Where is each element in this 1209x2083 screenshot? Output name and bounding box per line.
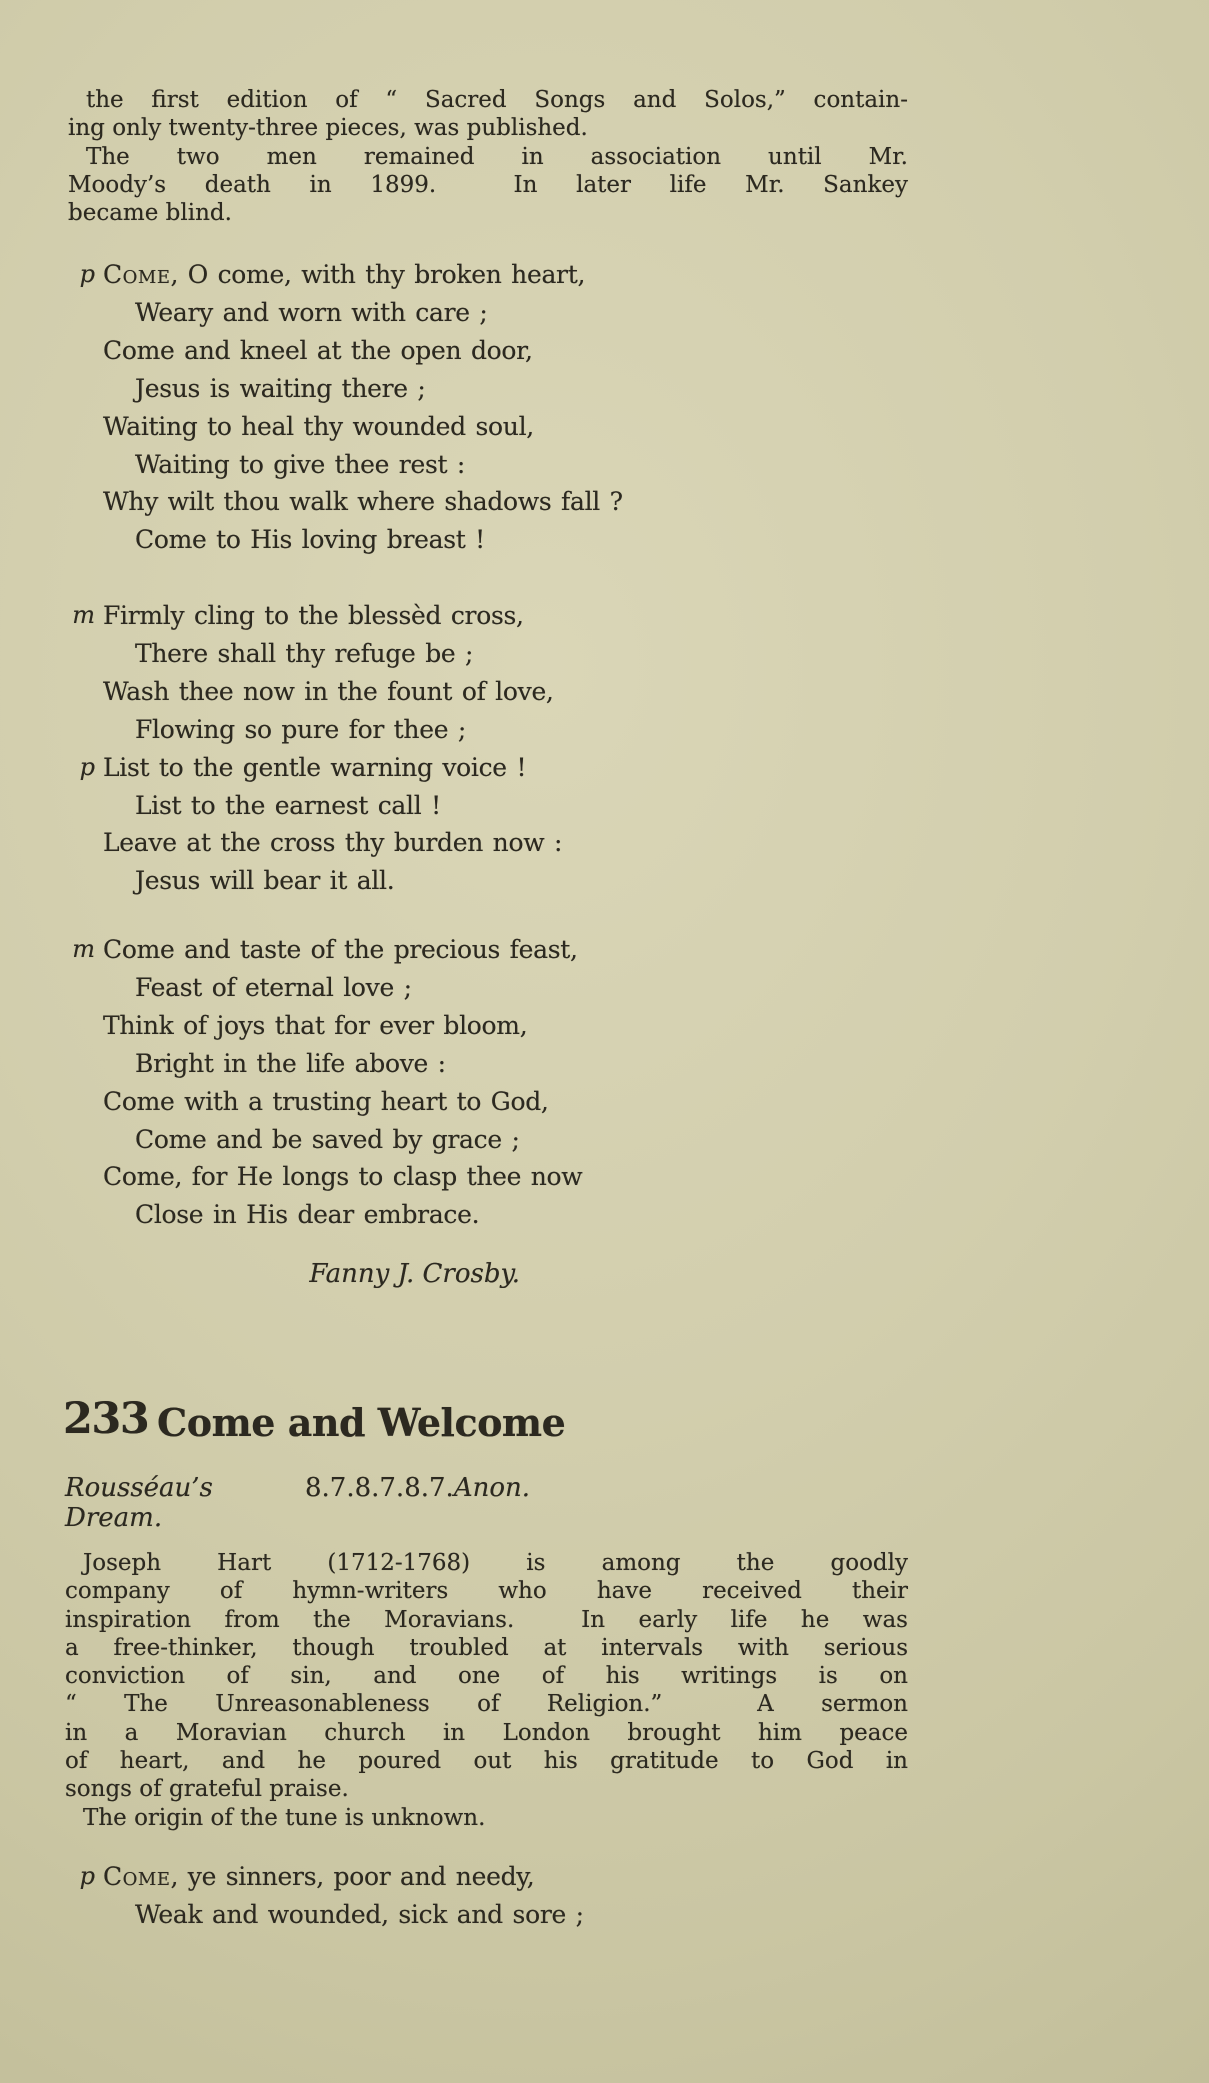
verse-line	[135, 294, 623, 332]
verse-line	[135, 1121, 582, 1159]
verse-line-text: Come, for He longs to clasp thee now	[103, 1162, 583, 1192]
verse-line-text: Wash thee now in the fount of love,	[103, 676, 554, 706]
hymn-stanza-1	[79, 256, 623, 559]
author-name: Anon.	[453, 1473, 530, 1503]
commentary-paragraph	[65, 1549, 908, 1832]
verse-line-text: List to the gentle warning voice !	[103, 752, 527, 782]
verse-line	[135, 787, 562, 825]
text-line: The two men remained in association until Mr.	[86, 143, 908, 170]
expression-marker: m	[72, 935, 95, 963]
expression-marker: p	[79, 260, 95, 288]
verse-line	[103, 1007, 582, 1045]
verse-line	[103, 332, 623, 370]
verse-line-text: There shall thy refuge be ;	[135, 638, 474, 668]
text-line: in a Moravian church in London brought him peace	[65, 1719, 908, 1746]
text-line: a free-thinker, though troubled at intervals with serious	[65, 1634, 908, 1661]
verse-line-text: Come and kneel at the open door,	[103, 335, 533, 365]
hymn-attribution: Fanny J. Crosby.	[309, 1259, 520, 1289]
verse-line-text: Come and taste of the precious feast,	[103, 935, 578, 964]
text-line: ing only twenty-three pieces, was published.	[68, 115, 588, 142]
text-line: songs of grateful praise.	[65, 1776, 349, 1803]
verse-line	[135, 969, 582, 1007]
text-line: the first edition of “ Sacred Songs and Solos,” contain-	[86, 87, 908, 113]
verse-line-text: Weak and wounded, sick and sore ;	[135, 1899, 584, 1929]
small-caps-word: Come	[103, 1862, 171, 1891]
verse-line	[135, 711, 562, 749]
verse-line-text: , O come, with thy broken heart,	[170, 260, 586, 289]
text-line: “ The Unreasonableness of Religion.” A sermon	[65, 1691, 908, 1718]
verse-line	[103, 1158, 582, 1196]
text-line: company of hymn-writers who have received their	[65, 1578, 908, 1605]
verse-line-text: Jesus will bear it all.	[135, 866, 395, 896]
verse-line-text: Bright in the life above :	[135, 1048, 446, 1078]
text-line: became blind.	[68, 200, 232, 227]
text-line: The origin of the tune is unknown.	[83, 1804, 486, 1831]
verse-line-text: Firmly cling to the blessèd cross,	[103, 601, 524, 630]
verse-line-text: , ye sinners, poor and needy,	[170, 1862, 535, 1891]
hymn-stanza-2	[72, 597, 563, 900]
verse-line	[79, 1858, 584, 1896]
tune-name: Rousséau’s Dream.	[65, 1473, 213, 1533]
verse-line-text: List to the earnest call !	[135, 790, 441, 820]
text-line: Joseph Hart (1712-1768) is among the goodly	[83, 1550, 908, 1576]
text-line: inspiration from the Moravians. In early life he was	[65, 1606, 908, 1633]
verse-line-text: Come to His loving breast !	[135, 525, 485, 555]
meter: 8.7.8.7.8.7.	[304, 1473, 454, 1503]
verse-line-text: Come and be saved by grace ;	[135, 1124, 520, 1154]
verse-line	[135, 370, 623, 408]
verse-line-text: Flowing so pure for thee ;	[135, 714, 466, 744]
verse-line-text: Come with a trusting heart to God,	[103, 1086, 549, 1116]
verse-line	[135, 446, 623, 484]
hymn-number: 233	[63, 1394, 149, 1444]
text-line: of heart, and he poured out his gratitude to God in	[65, 1748, 908, 1775]
verse-line-text: Jesus is waiting there ;	[135, 373, 426, 403]
expression-marker: p	[79, 752, 95, 781]
verse-line	[79, 256, 623, 294]
verse-line	[72, 597, 562, 635]
text-line: conviction of sin, and one of his writings is on	[65, 1663, 908, 1690]
verse-line-text: Feast of eternal love ;	[135, 972, 412, 1002]
verse-line	[135, 521, 623, 559]
verse-line-text: Why wilt thou walk where shadows fall ?	[103, 487, 623, 517]
verse-line	[103, 824, 562, 862]
verse-line-text: Waiting to give thee rest :	[135, 449, 466, 479]
tune-line	[65, 1473, 530, 1533]
verse-line	[103, 483, 623, 521]
verse-line	[135, 635, 562, 673]
verse-line	[72, 931, 582, 969]
verse-line	[135, 862, 562, 900]
verse-line	[135, 1196, 582, 1234]
hymn-stanza-3	[72, 931, 583, 1234]
verse-line	[103, 1083, 582, 1121]
verse-line	[135, 1045, 582, 1083]
verse-line-text: Leave at the cross thy burden now :	[103, 828, 563, 858]
hymn-title: Come and Welcome	[157, 1400, 566, 1445]
text-line: Moody’s death in 1899. In later life Mr. Sankey	[68, 171, 908, 198]
verse-line-text: Close in His dear embrace.	[135, 1200, 480, 1230]
hymn-233-stanza-1	[79, 1858, 584, 1934]
verse-line	[135, 1896, 584, 1934]
small-caps-word: Come	[103, 260, 171, 289]
verse-line-text: Think of joys that for ever bloom,	[103, 1010, 528, 1040]
expression-marker: p	[79, 1862, 95, 1890]
verse-line-text: Waiting to heal thy wounded soul,	[103, 411, 534, 441]
verse-line	[103, 673, 562, 711]
intro-paragraph	[68, 86, 908, 227]
expression-marker: m	[72, 601, 95, 629]
verse-line	[103, 408, 623, 446]
verse-line-text: Weary and worn with care ;	[135, 297, 488, 327]
verse-line	[79, 749, 562, 787]
